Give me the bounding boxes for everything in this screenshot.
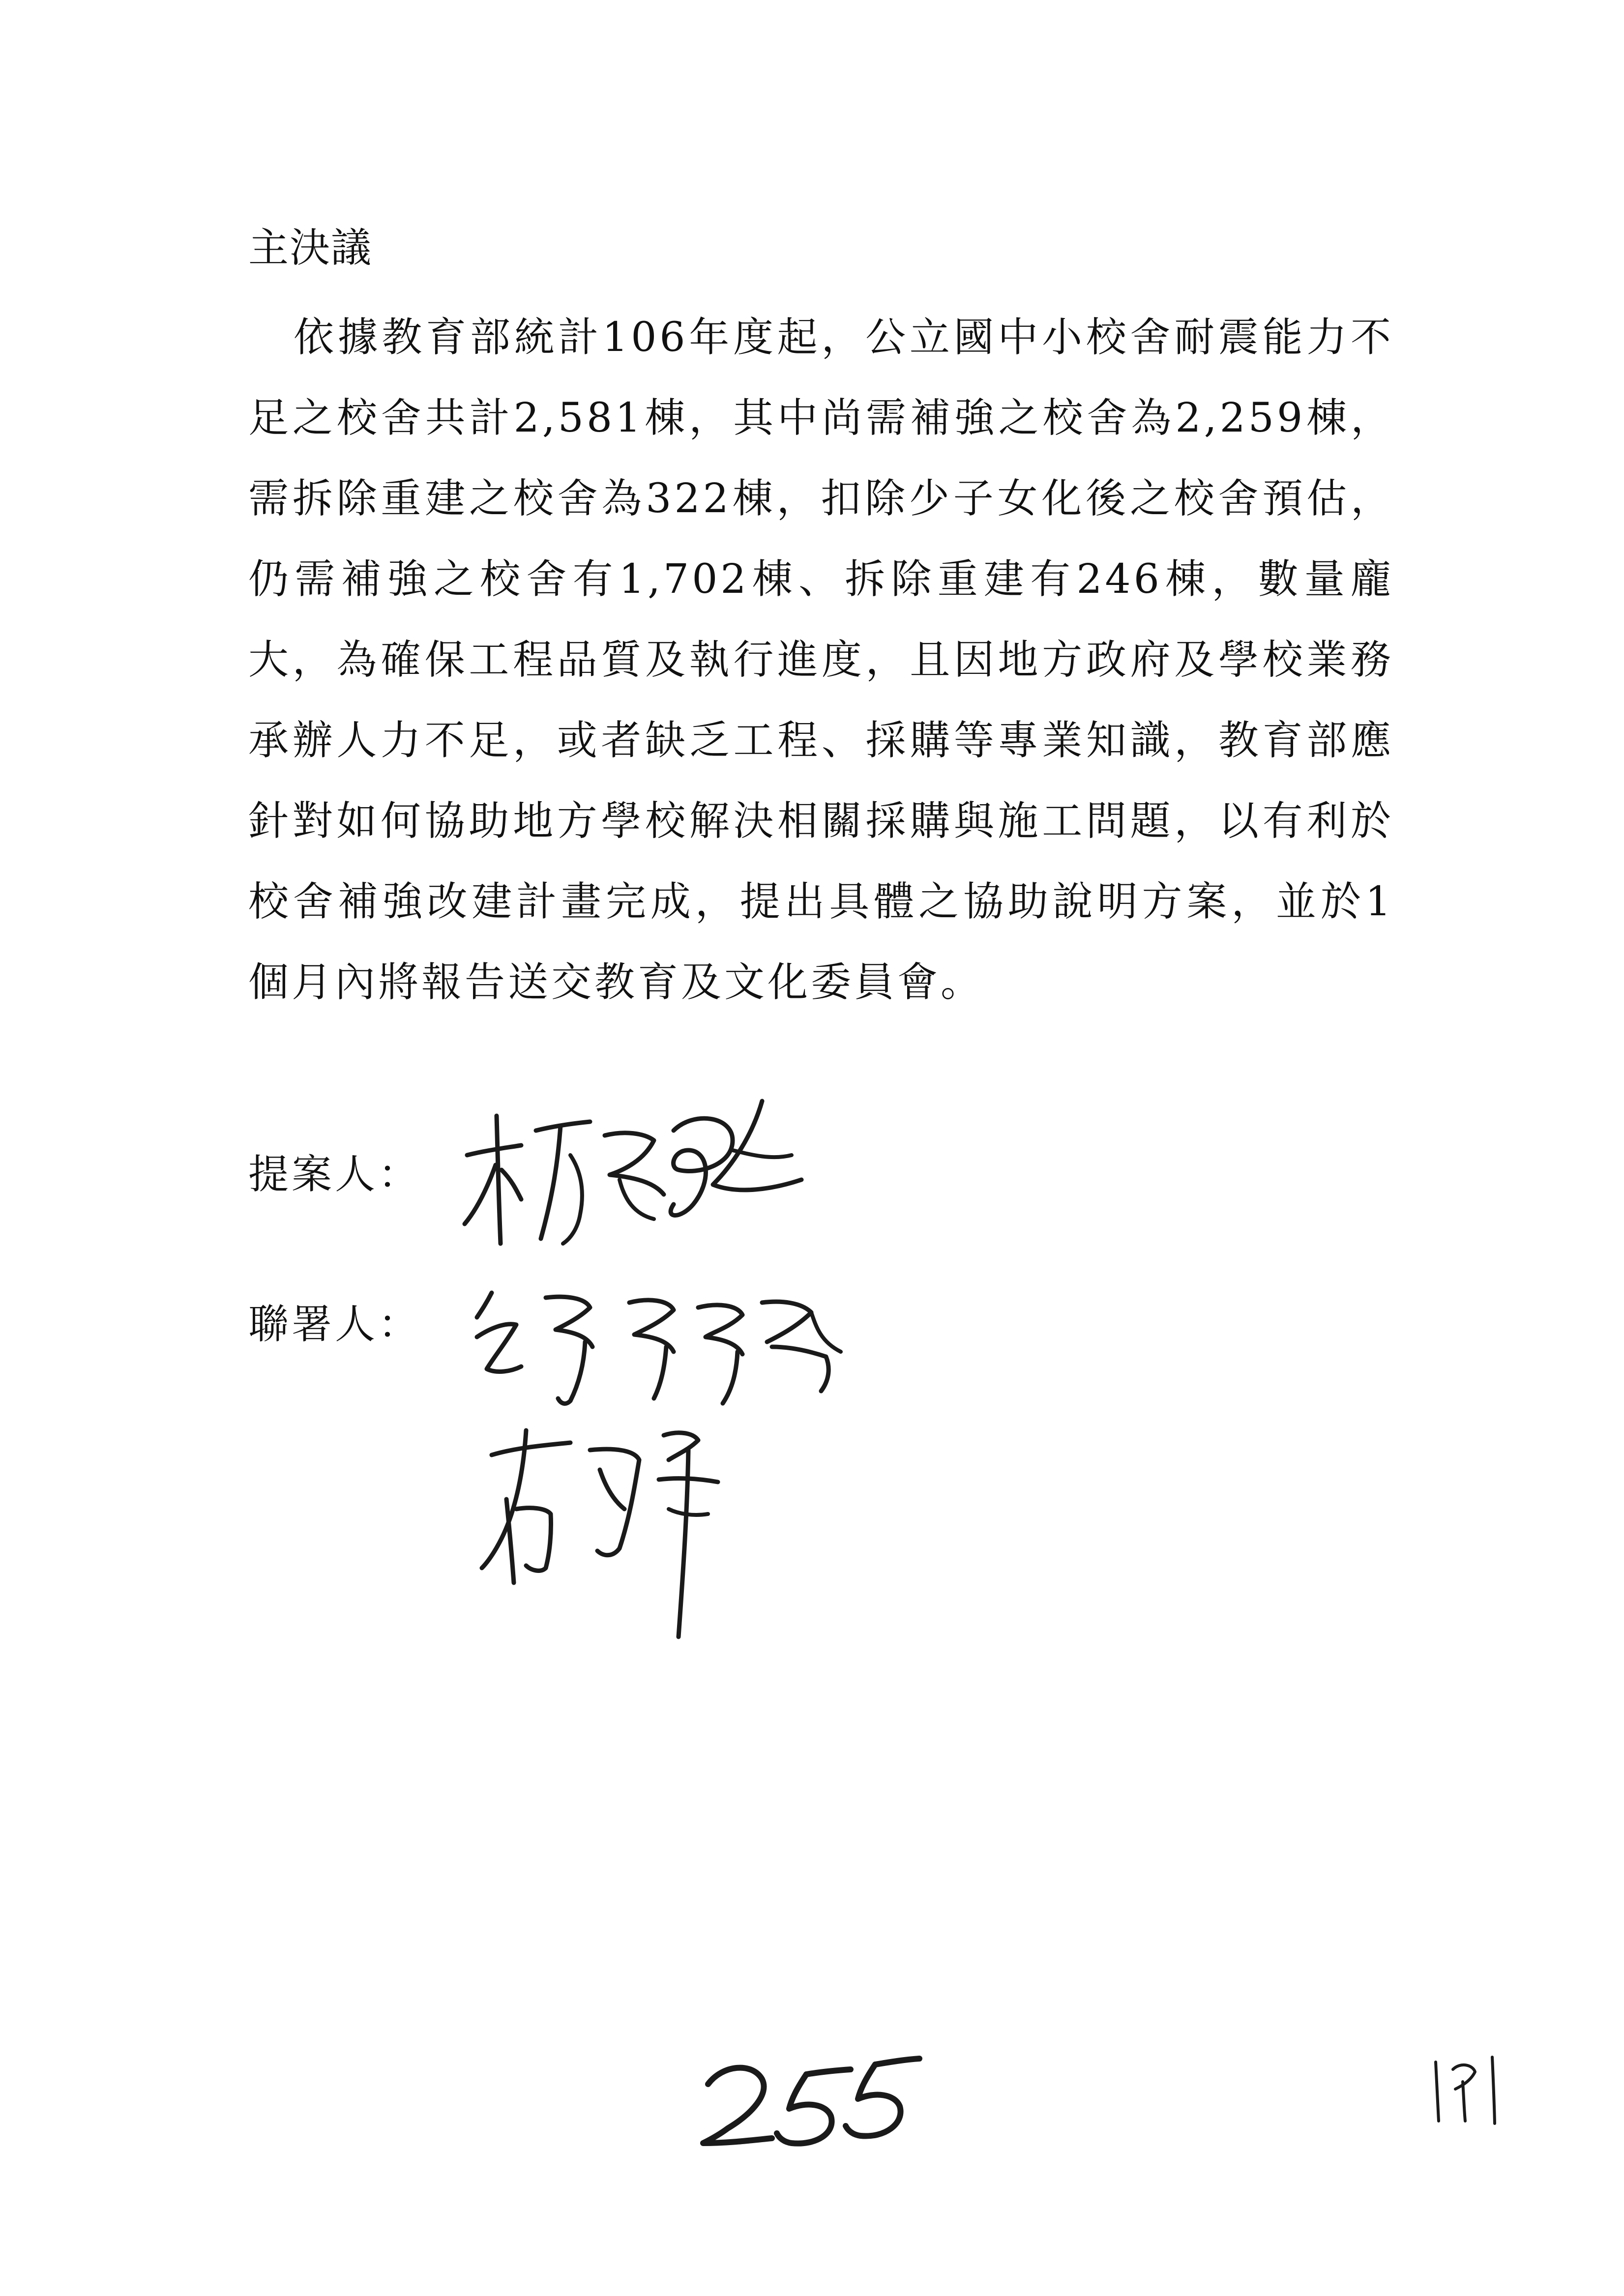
handwritten-page-number — [693, 2045, 924, 2158]
proposer-label: 提案人： — [248, 1151, 422, 1198]
cosigner-label: 聯署人： — [248, 1301, 422, 1348]
resolution-body: 依據教育部統計106年度起，公立國中小校舍耐震能力不足之校舍共計2,581棟，其中尚需補強之校舍為2,259棟，需拆除重建之校舍為322棟，扣除少子女化後之校舍預估，仍需補強之校舍有1,702棟、拆除重建有246棟，數量龐大，為確保工程品質及執行進度，且因地方政府及學校業務承辦人力不足，或者缺乏工程、採購等專業知識，教育部應針對如何協助地方學校解決相關採購與施工問題，以有利於校舍補強改建計畫完成，提出具體之協助說明方案，並於1個月內將報告送交教育及文化委員會。 — [248, 314, 1394, 1006]
resolution-heading: 主決議 — [248, 225, 373, 271]
cosigner-signature-1 — [467, 1283, 856, 1411]
cosigner-signature-2 — [472, 1421, 747, 1647]
proposer-signature — [457, 1096, 831, 1258]
corner-page-mark — [1426, 2052, 1505, 2126]
